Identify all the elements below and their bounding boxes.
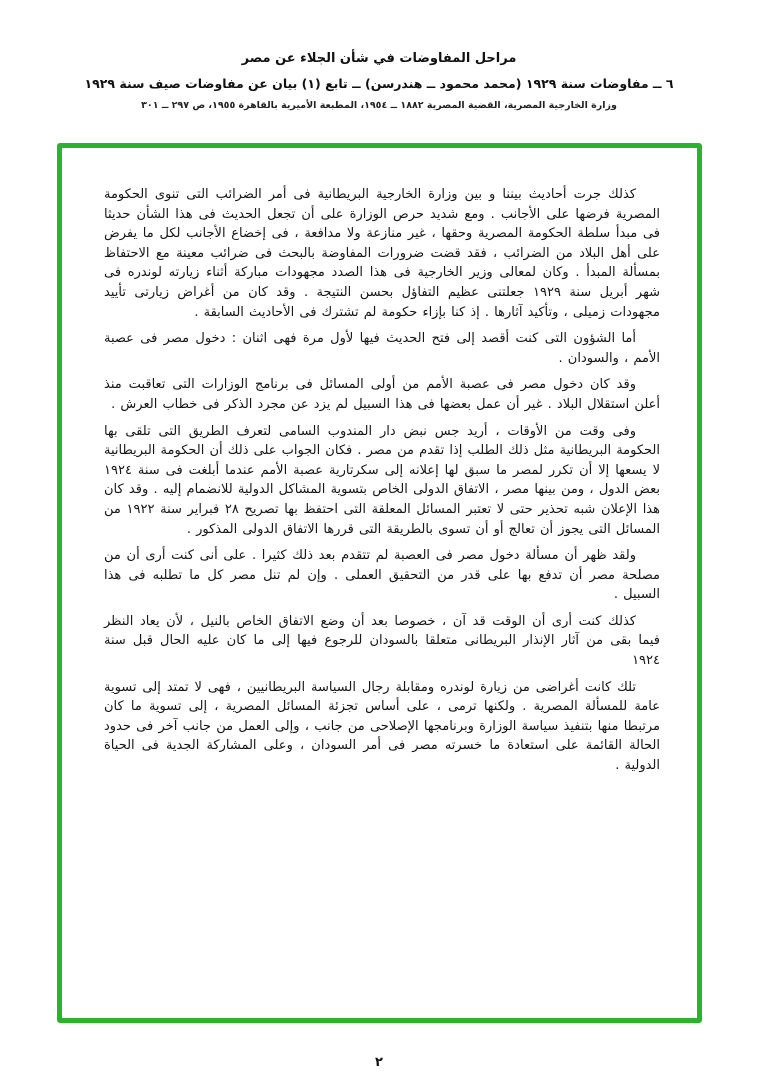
paragraph: كذلك كنت أرى أن الوقت قد آن ، خصوصا بعد أن وضع الاتفاق الخاص بالنيل ، لأن يعاد النظر فيما بقى من آثار الإنذار البريطانى متعلقا بالسودان للرجوع فيها إلى ما كان عليه الحال قبل سنة ١٩٢٤ <box>104 613 660 669</box>
paragraph: كذلك جرت أحاديث بيننا و بين وزارة الخارجية البريطانية فى أمر الضرائب التى تنوى الحكومة المصرية فرضها على الأجانب . ومع شديد حرص الوزارة على أن تجعل الحديث فى هذا الشأن حديثا فى مبدأ سلطة الحكومة المصرية وحقها ، غير منازعة ولا مدافعة ، فى إخضاع الأجانب لكل ما يفرض على أهل البلاد من الضرائب ، فقد قضت ضرورات المفاوضة بالبحث فى ضرائب معينة مع الاحتفاظ بمسألة المبدأ . وكان لمعالى وزير الخارجية فى هذا الصدد مجهودات مباركة أثناء زيارته لوندره فى شهر أبريل سنة ١٩٢٩ جعلتنى عظيم التفاؤل بحسن النتيجة . وقد كان من أغراض زيارتى تأييد مجهودات زميلى ، وتأكيد آثارها . إذ كنا بإزاء حكومة لم تشترك فى الأحاديث السابقة . <box>104 187 660 320</box>
paragraph: تلك كانت أغراضى من زيارة لوندره ومقابلة رجال السياسة البريطانيين ، فهى لا تمتد إلى تسوية عامة للمسألة المصرية . ولكنها ترمى ، على أساس تجزئة المسائل المصرية ، إلى تسوية ما كان مرتبطا منها بتنفيذ سياسة الوزارة وبرنامجها الإصلاحى من جانب ، وإلى العمل من جانب آخر فى حدود الحالة القائمة على استعادة ما خسرته مصر فى أمر السودان ، وعلى المشاركة الجدية فى الحياة الدولية . <box>104 679 660 774</box>
paragraph: ولقد ظهر أن مسألة دخول مصر فى العصبة لم تتقدم بعد ذلك كثيرا . على أنى كنت أرى أن من مصلحة مصر أن تدفع بها على قدر من التحقيق العملى . وإن لم تنل مصر كل ما تطلبه فى هذا السبيل . <box>104 548 660 603</box>
paragraph: أما الشؤون التى كنت أقصد إلى فتح الحديث فيها لأول مرة فهى اثنان : دخول مصر فى عصبة الأمم ، والسودان . <box>104 331 660 366</box>
document-source-citation: وزارة الخارجية المصرية، القضية المصرية ١٨٨٢ ــ ١٩٥٤، المطبعة الأميرية بالقاهرة ١٩٥٥، ص ٢٩٧ ــ ٣٠١ <box>141 100 617 111</box>
document-subtitle: ٦ ــ مفاوضات سنة ١٩٢٩ (محمد محمود ــ هندرسن) ــ تابع (١) بيان عن مفاوضات صيف سنة ١٩٢٩ <box>84 76 674 91</box>
page-number: ٢ <box>375 1055 383 1070</box>
paragraph: وفى وقت من الأوقات ، أريد جس نبض دار المندوب السامى لتعرف الطريق التى تلقى بها الحكومة البريطانية مثل ذلك الطلب إذا تقدم من مصر . فكان الجواب على ذلك أن الحكومة البريطانية لا يسعها إلا أن تكرر لمصر ما سبق لها إعلانه إلى سكرتارية عصبة الأمم عندما أبلغت فى سنة ١٩٢٤ بعض الدول ، ومن بينها مصر ، الاتفاق الدولى الخاص بتسوية المشاكل الدولية للانضمام إليه . وقد كان هذا الإعلان شبه تحذير حتى لا تعتبر المسائل المعلقة التى احتفظ بها تصريح ٢٨ فبراير سنة ١٩٢٢ من المسائل التى يجوز أن تعالج أو أن تسوى بالطريقة التى قررها الاتفاق الدولى المذكور . <box>104 423 660 537</box>
document-title: مراحل المفاوضات في شأن الجلاء عن مصر <box>241 51 517 66</box>
page-header <box>0 51 758 111</box>
paragraph: وقد كان دخول مصر فى عصبة الأمم من أولى المسائل فى برنامج الوزارات التى تعاقبت منذ أعلن استقلال البلاد . غير أن عمل بعضها فى هذا السبيل لم يزد عن مجرد الذكر فى خطاب العرش . <box>104 377 660 412</box>
scanned-text-block <box>62 148 697 776</box>
scan-frame <box>57 143 702 1023</box>
